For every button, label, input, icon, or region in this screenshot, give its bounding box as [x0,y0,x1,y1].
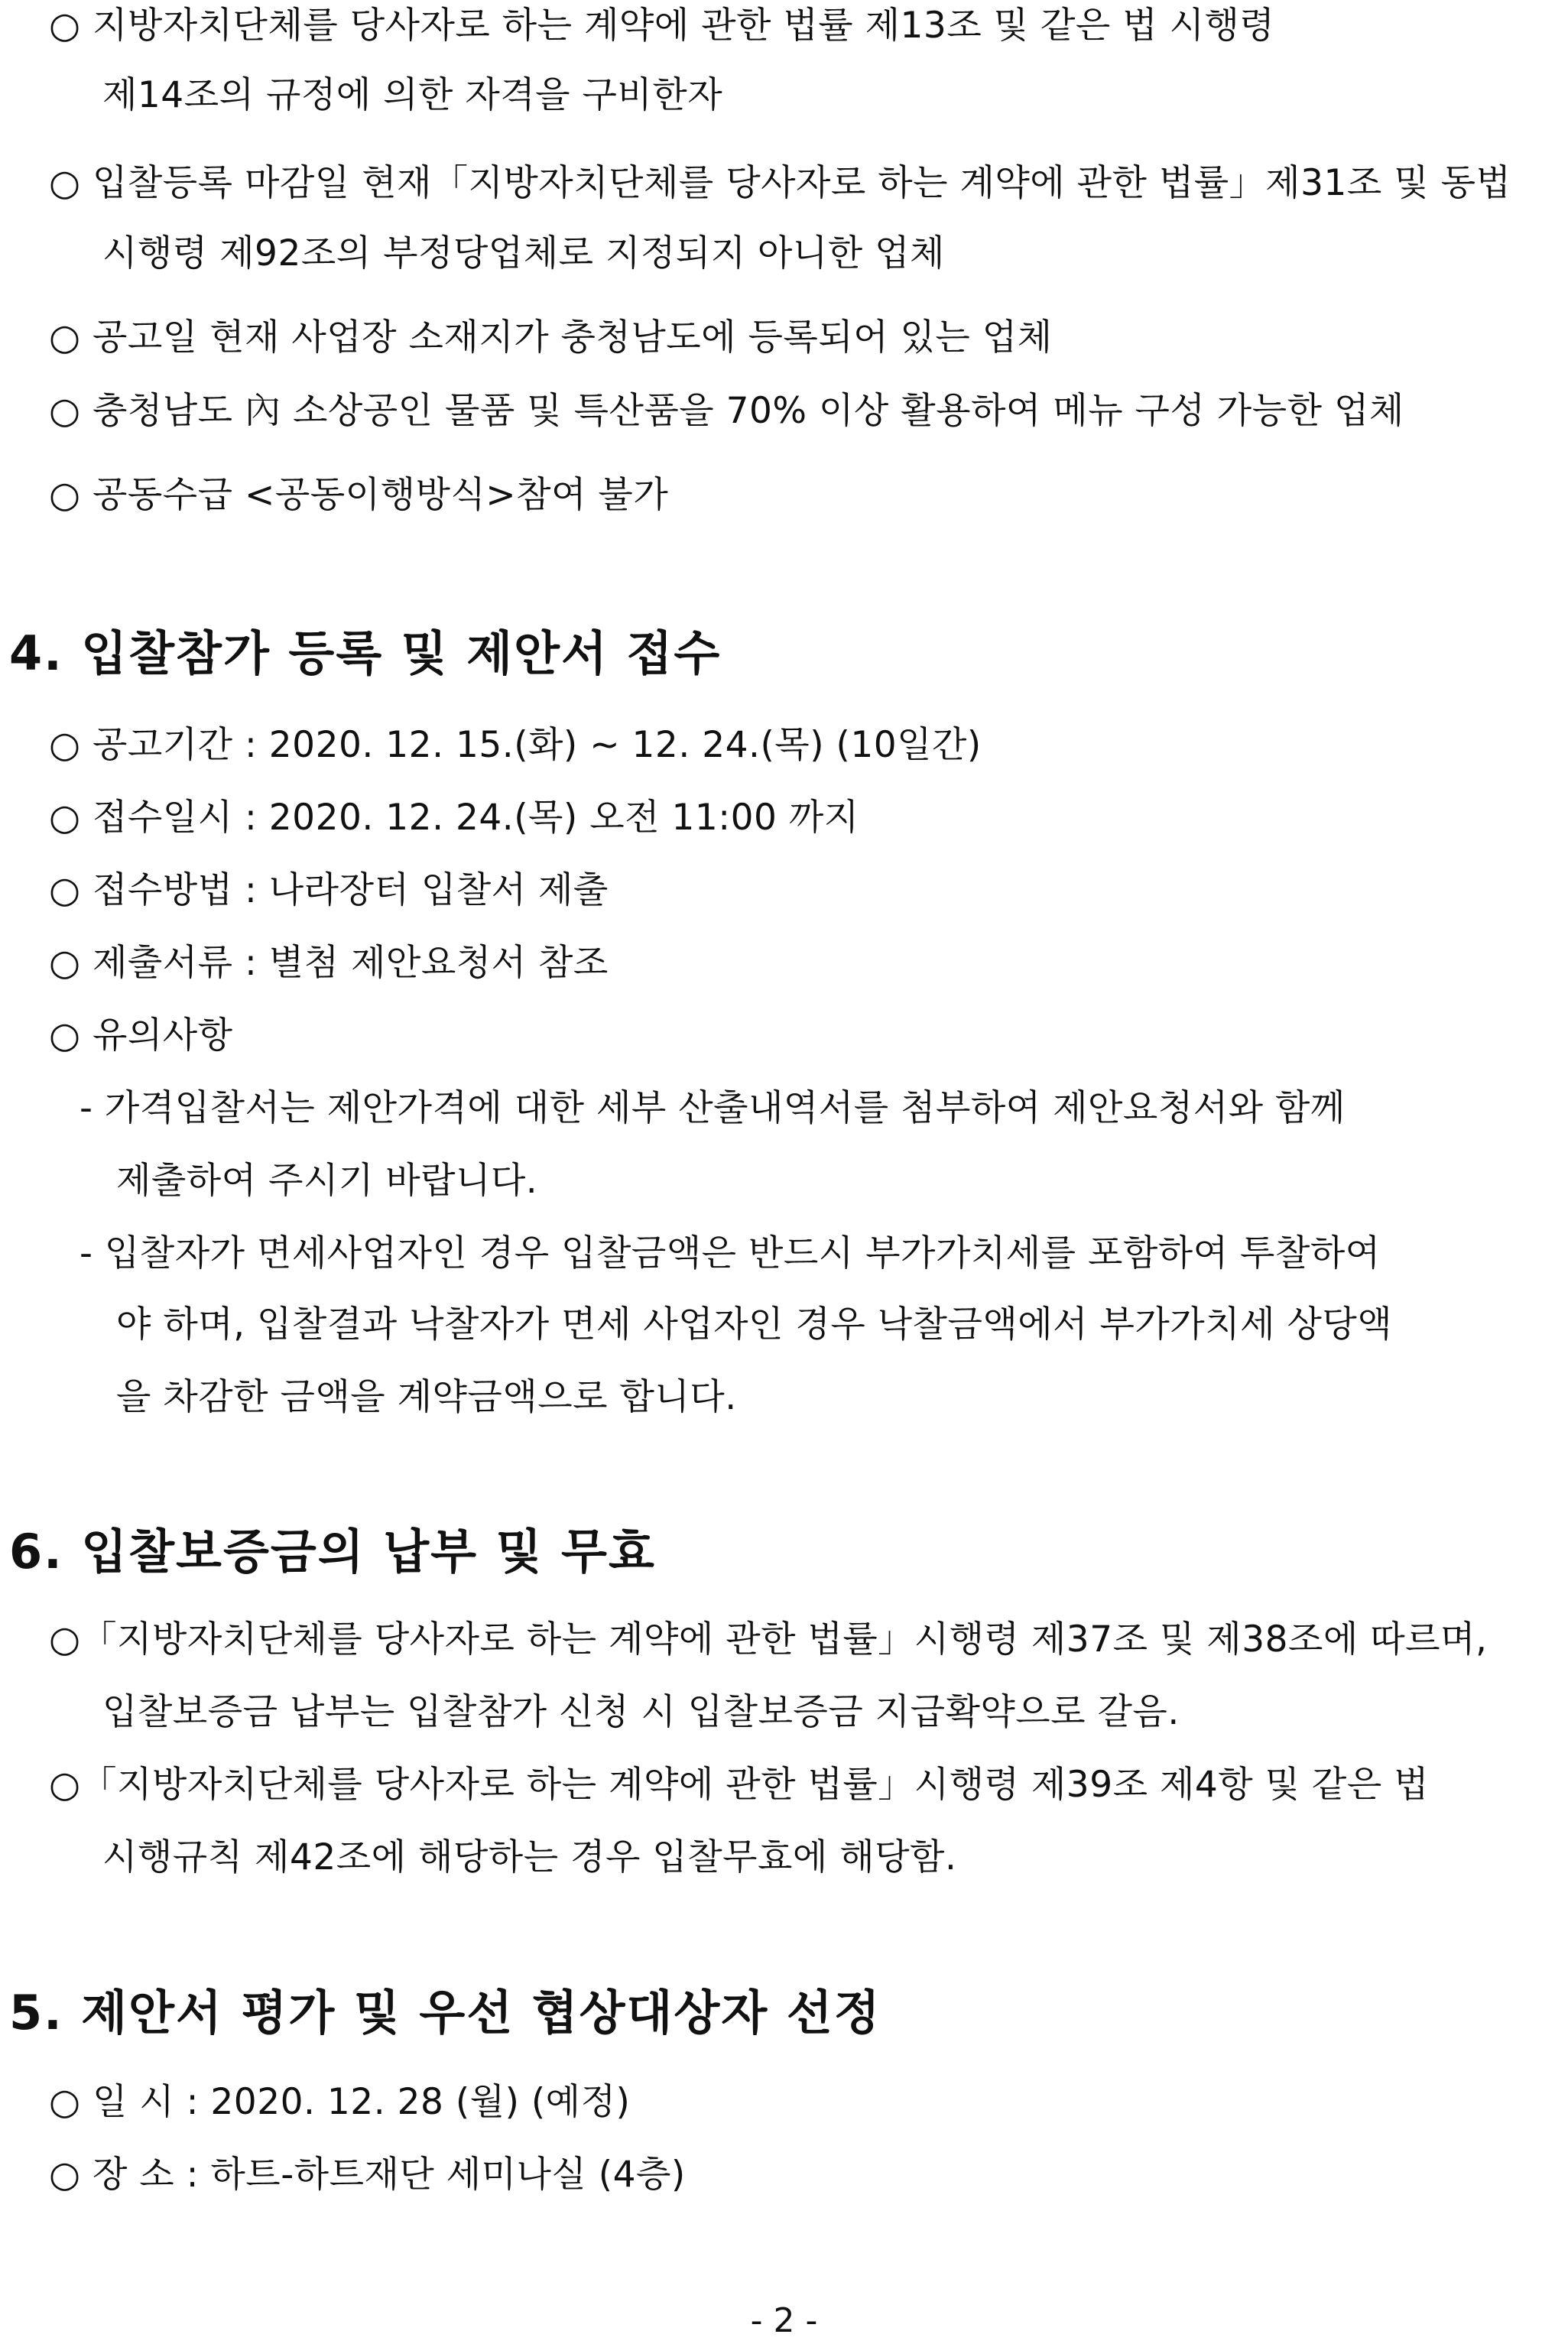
section-5-item-place: ○ 장 소 : 하트-하트재단 세미나실 (4층) [49,2154,686,2196]
eligibility-item-1: ○ 지방자치단체를 당사자로 하는 계약에 관한 법률 제13조 및 같은 법 시행령 [49,5,1275,47]
section-5-heading: 5. 제안서 평가 및 우선 협상대상자 선정 [9,1985,881,2040]
section-6-item-2-cont: 시행규칙 제42조에 해당하는 경우 입찰무효에 해당함. [102,1836,957,1878]
section-4-note-2-cont-1: 야 하며, 입찰결과 낙찰자가 면세 사업자인 경우 낙찰금액에서 부가가치세 상당액 [116,1303,1393,1346]
eligibility-item-2: ○ 입찰등록 마감일 현재「지방자치단체를 당사자로 하는 계약에 관한 법률」제31조 및 동법 [49,162,1511,204]
section-4-note-2: - 입찰자가 면세사업자인 경우 입찰금액은 반드시 부가가치세를 포함하여 투찰하여 [80,1232,1381,1274]
eligibility-item-2-cont: 시행령 제92조의 부정당업체로 지정되지 아니한 업체 [102,232,945,274]
section-6-item-1: ○「지방자치단체를 당사자로 하는 계약에 관한 법률」시행령 제37조 및 제38조에 따르며, [49,1618,1488,1661]
eligibility-item-1-cont: 제14조의 규정에 의한 자격을 구비한자 [102,74,723,116]
section-4-item-period: ○ 공고기간 : 2020. 12. 15.(화) ~ 12. 24.(목) (10일간) [49,724,982,766]
section-5-item-date: ○ 일 시 : 2020. 12. 28 (월) (예정) [49,2081,631,2123]
section-6-heading: 6. 입찰보증금의 납부 및 무효 [9,1524,656,1579]
section-4-note-1-cont: 제출하여 주시기 바랍니다. [116,1160,538,1202]
section-4-heading: 4. 입찰참가 등록 및 제안서 접수 [9,625,722,681]
section-4-note-1: - 가격입찰서는 제안가격에 대한 세부 산출내역서를 첨부하여 제안요청서와 함께 [80,1087,1346,1129]
eligibility-item-3: ○ 공고일 현재 사업장 소재지가 충청남도에 등록되어 있는 업체 [49,317,1053,359]
section-4-item-documents: ○ 제출서류 : 별첨 제안요청서 참조 [49,942,609,984]
section-6-item-1-cont: 입찰보증금 납부는 입찰참가 신청 시 입찰보증금 지급확약으로 갈음. [102,1691,1180,1733]
eligibility-item-4: ○ 충청남도 內 소상공인 물품 및 특산품을 70% 이상 활용하여 메뉴 구성 가능한 업체 [49,390,1404,432]
section-4-item-receipt-method: ○ 접수방법 : 나라장터 입찰서 제출 [49,869,609,911]
section-4-note-2-cont-2: 을 차감한 금액을 계약금액으로 합니다. [116,1376,737,1418]
section-4-item-notes: ○ 유의사항 [49,1015,233,1057]
page-number: - 2 - [750,2301,818,2340]
section-6-item-2: ○「지방자치단체를 당사자로 하는 계약에 관한 법률」시행령 제39조 제4항 및 같은 법 [49,1764,1430,1806]
section-4-item-receipt-time: ○ 접수일시 : 2020. 12. 24.(목) 오전 11:00 까지 [49,797,859,839]
eligibility-item-5: ○ 공동수급 <공동이행방식>참여 불가 [49,474,669,516]
